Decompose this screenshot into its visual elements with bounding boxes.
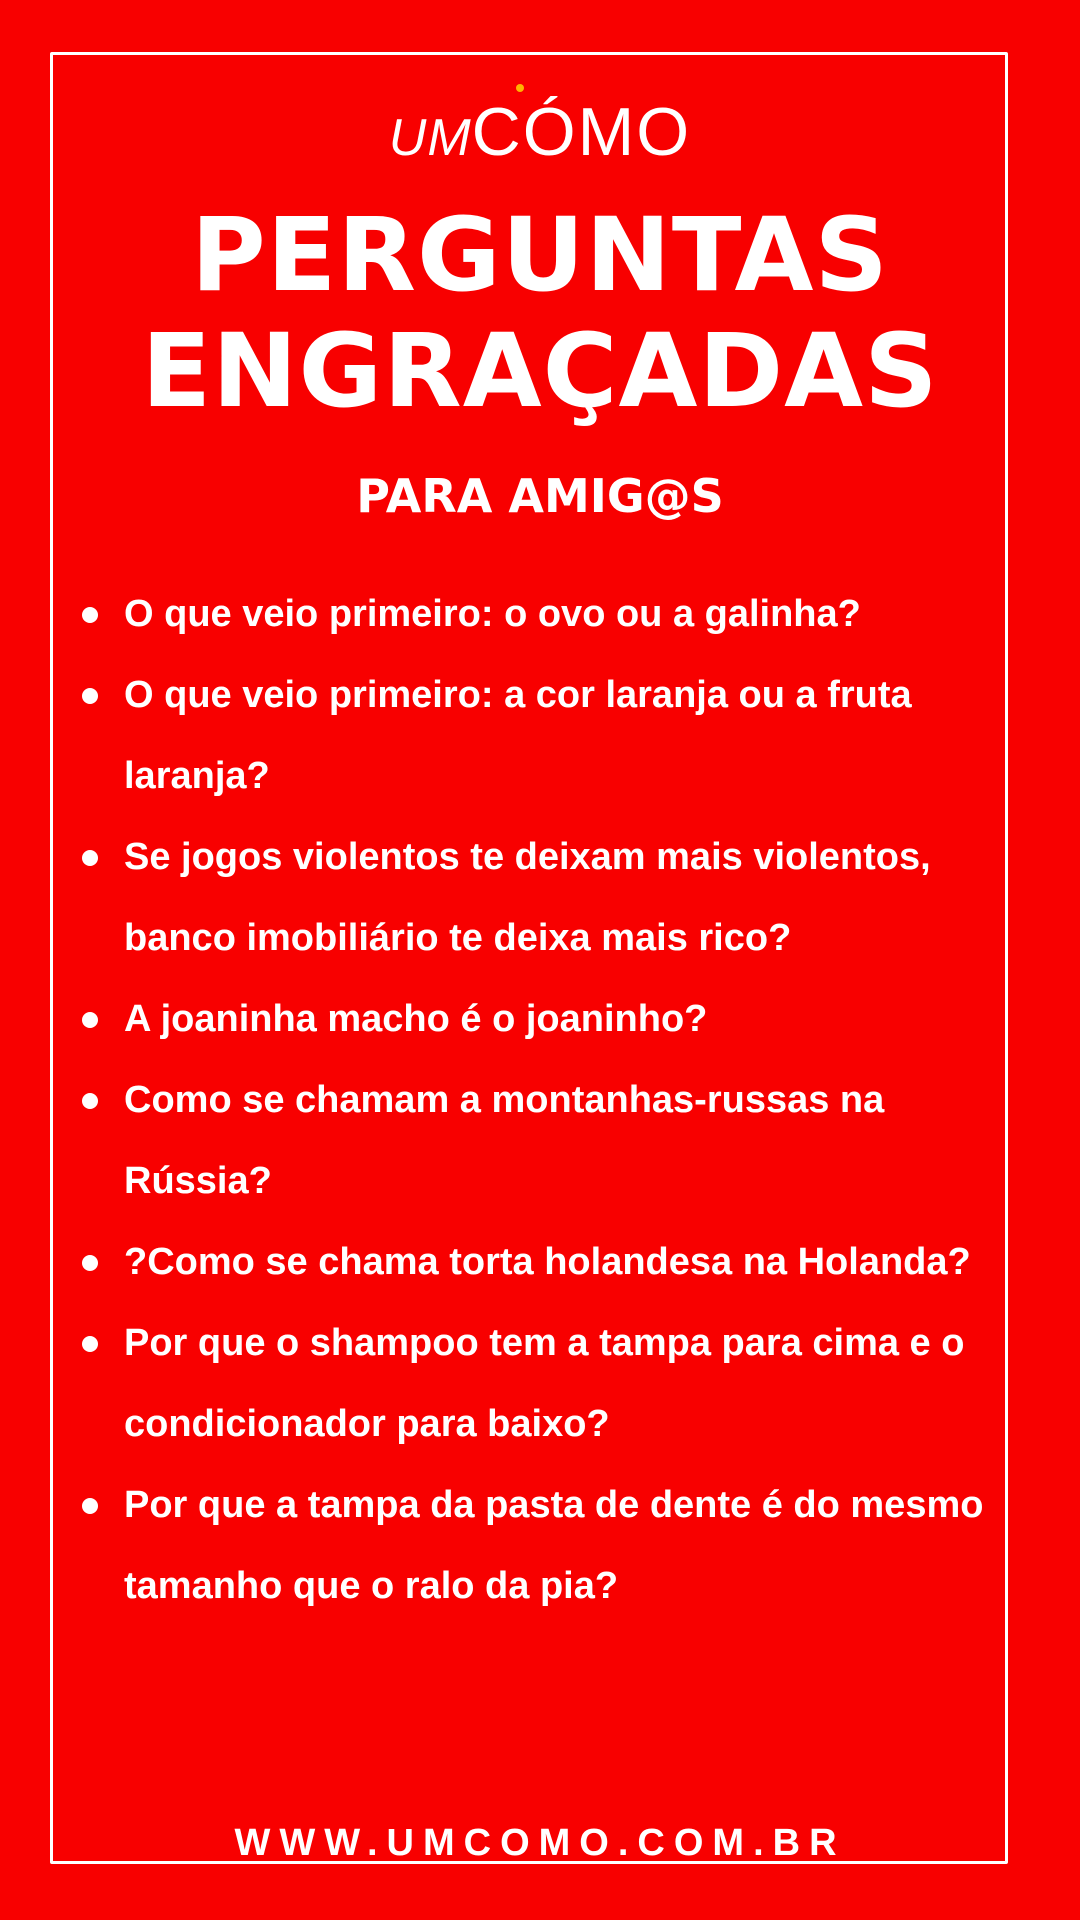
question-text: Se jogos violentos te deixam mais violentos, banco imobiliário te deixa mais rico? [124,836,931,959]
list-item [80,979,1000,1060]
bullet-icon [82,688,98,704]
list-item [80,1303,1000,1465]
logo-como-text: CÓMO [472,94,692,170]
bullet-icon [82,1093,98,1109]
bullet-icon [82,850,98,866]
question-text: O que veio primeiro: a cor laranja ou a fruta laranja? [124,674,912,797]
question-text: O que veio primeiro: o ovo ou a galinha? [124,593,861,635]
question-text: Como se chamam a montanhas-russas na Rússia? [124,1079,885,1202]
bullet-icon [82,1255,98,1271]
list-item [80,817,1000,979]
logo-accent-dot [516,84,524,92]
title-line-2: ENGRAÇADAS [141,312,939,431]
page-subtitle: PARA AMIG@S [356,469,724,523]
page-title [0,198,1080,430]
question-text: Por que a tampa da pasta de dente é do mesmo tamanho que o ralo da pia? [124,1484,984,1607]
question-text: A joaninha macho é o joaninho? [124,998,708,1040]
bullet-icon [82,607,98,623]
bullet-icon [82,1498,98,1514]
umcomo-logo [0,94,1080,170]
bullet-icon [82,1336,98,1352]
list-item [80,1060,1000,1222]
bullet-icon [82,1012,98,1028]
logo-um-text: UM [388,109,472,167]
title-line-1: PERGUNTAS [191,196,889,315]
question-text: ?Como se chama torta holandesa na Holanda? [124,1241,971,1283]
list-item [80,1465,1000,1627]
list-item [80,574,1000,655]
list-item [80,655,1000,817]
question-text: Por que o shampoo tem a tampa para cima e o condicionador para baixo? [124,1322,965,1445]
questions-list [80,574,1000,1627]
list-item [80,1222,1000,1303]
website-url: WWW.UMCOMO.COM.BR [234,1822,846,1864]
